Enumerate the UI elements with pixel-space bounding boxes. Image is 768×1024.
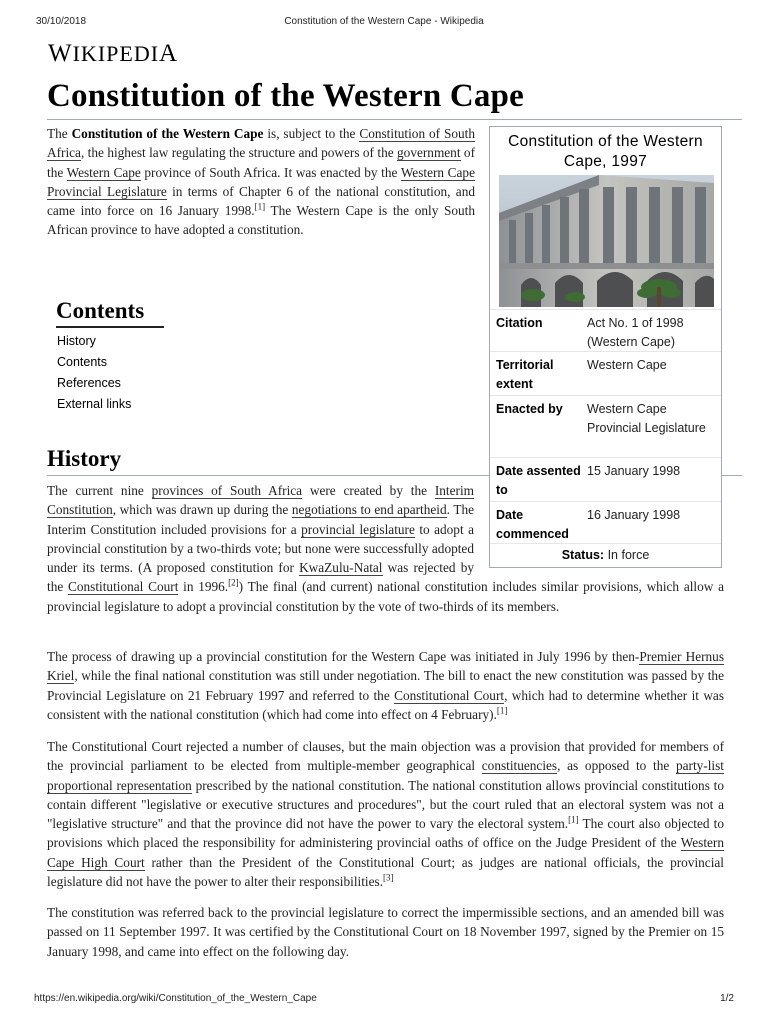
infobox-status: Status: In force (490, 543, 721, 568)
infobox-row-enacted-by: Enacted by Western Cape Provincial Legislature (490, 395, 721, 458)
citation-3[interactable]: [3] (383, 872, 394, 883)
contents-divider (56, 326, 164, 328)
building-photo (499, 175, 714, 307)
history-paragraph-3: The Constitutional Court rejected a number of clauses, but the main objection was a provision that provided for members of the provincial parliament to be elected from multiple-member geographical constituencies, as opposed to the party-list proportional representation prescribed by the national constitution. The national constitution allows provincial constitutions to contain different "legislative or executive structures and procedures", but the court ruled that an electoral system was not a "legislative structure" and that the province did not have the power to vary the electoral system.[1] The court also objected to provisions which placed the responsibility for administering provincial oaths of office on the Judge President of the Western Cape High Court rather than the President of the Constitutional Court; as judges are national officials, the provincial legislature did not have the power to alter their responsibilities.[3] (47, 739, 724, 890)
link-premier-hernus-kriel[interactable]: Premier Hernus Kriel (47, 649, 725, 684)
contents-heading: Contents (56, 298, 145, 323)
table-of-contents (57, 333, 131, 417)
history-paragraph-4: The constitution was referred back to the provincial legislature to correct the impermissible sections, and an amended bill was passed on 11 September 1997. It was certified by the Constitutional Court on 18 November 1997, signed by the Premier on 15 January 1998, and came into effect on the following day. (47, 905, 724, 959)
building-illustration (499, 175, 714, 307)
print-date: 30/10/2018 (36, 16, 87, 27)
infobox-row-date-assented: Date assented to 15 January 1998 (490, 457, 721, 502)
toc-item-history[interactable]: History (57, 334, 96, 348)
link-constituencies[interactable]: constituencies (481, 758, 558, 774)
print-url: https://en.wikipedia.org/wiki/Constitution_of_the_Western_Cape (34, 993, 317, 1004)
toc-item-references[interactable]: References (57, 376, 121, 390)
link-kwazulu-natal[interactable]: KwaZulu-Natal (299, 560, 383, 576)
print-footer (34, 993, 734, 1007)
title-divider (47, 119, 742, 120)
infobox-row-date-commenced: Date commenced 16 January 1998 (490, 501, 721, 544)
link-constitutional-court[interactable]: Constitutional Court (68, 579, 179, 595)
wikipedia-logo[interactable]: WIKIPEDIA (48, 40, 179, 67)
infobox-row-citation: Citation Act No. 1 of 1998 (Western Cape) (490, 309, 721, 352)
link-interim-constitution[interactable]: Interim Constitution (47, 483, 474, 518)
link-provincial-legislature[interactable]: provincial legislature (301, 521, 415, 537)
link-party-list-proportional-representation[interactable]: party-list proportional representation (47, 758, 724, 793)
page-title: Constitution of the Western Cape (47, 78, 524, 114)
citation-1[interactable]: [1] (254, 201, 266, 212)
infobox (489, 126, 722, 568)
citation-1b[interactable]: [1] (496, 705, 508, 716)
link-provinces-of-south-africa[interactable]: provinces of South Africa (151, 483, 303, 498)
link-constitutional-court-2[interactable]: Constitutional Court (394, 687, 505, 703)
history-heading: History (47, 446, 122, 471)
link-western-cape-high-court[interactable]: Western Cape High Court (47, 835, 724, 870)
print-page-number: 1/2 (720, 993, 734, 1004)
link-western-cape-provincial-legislature[interactable]: Western Cape Provincial Legislature (47, 164, 475, 199)
print-header (36, 16, 732, 30)
history-paragraph-1: The current nine provinces of South Africa were created by the Interim Constitution, which was drawn up during the negotiations to end apartheid. The Interim Constitution included provisions for a provincial legislature to adopt a provincial constitution by a two-thirds vote; but none were successfully adopted under its terms. (A proposed constitution for KwaZulu-Natal was rejected by the Constitutional Court in 1996.[2]) The final (and current) national constitution includes similar provisions, which allow a provincial legislature to adopt a provincial constitution by the vote of two-thirds of its members. (47, 483, 725, 614)
citation-1c[interactable]: [1] (568, 814, 579, 825)
link-western-cape[interactable]: Western Cape (66, 164, 141, 180)
infobox-row-territorial-extent: Territorial extent Western Cape (490, 351, 721, 396)
toc-item-contents[interactable]: Contents (57, 355, 108, 369)
intro-paragraph: The Constitution of the Western Cape is, subject to the Constitution of South Africa, the highest law regulating the structure and powers of the government of the Western Cape province of South Africa. It was enacted by the Western Cape Provincial Legislature in terms of Chapter 6 of the national constitution, and came into force on 16 January 1998.[1] The Western Cape is the only South African province to have adopted a constitution. (47, 126, 475, 238)
history-paragraph-2: The process of drawing up a provincial constitution for the Western Cape was initiated in July 1996 by then-Premier Hernus Kriel, while the final national constitution was still under negotiation. The bill to enact the new constitution was passed by the Provincial Legislature on 21 February 1997 and referred to the Constitutional Court, which had to determine whether it was consistent with the national constitution (which had come into effect on 4 February).[1] (47, 649, 725, 722)
link-constitution-of-south-africa[interactable]: Constitution of South Africa (47, 126, 475, 161)
toc-item-external-links[interactable]: External links (57, 397, 132, 411)
print-title: Constitution of the Western Cape - Wikipedia (284, 16, 484, 27)
citation-2[interactable]: [2] (228, 578, 239, 589)
link-negotiations-to-end-apartheid[interactable]: negotiations to end apartheid (291, 502, 447, 518)
link-government[interactable]: government (397, 145, 461, 161)
infobox-title: Constitution of the Western Cape, 1997 (508, 133, 703, 170)
